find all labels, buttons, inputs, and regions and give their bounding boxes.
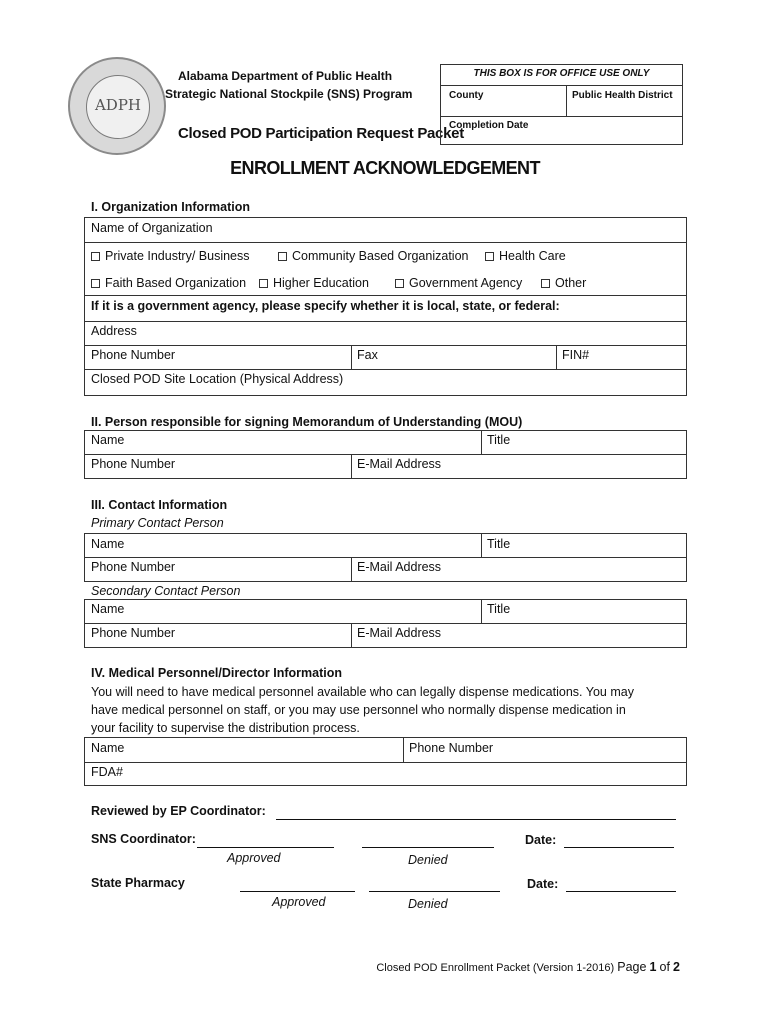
secondary-contact-table: [84, 599, 687, 648]
mou-name-field[interactable]: Name: [91, 433, 125, 447]
option-label: Health Care: [499, 249, 566, 263]
checkbox-icon[interactable]: [91, 252, 100, 261]
col-divider: [351, 454, 352, 478]
section-2-heading: II. Person responsible for signing Memorandum of Understanding (MOU): [91, 415, 523, 429]
row-divider: [85, 557, 686, 558]
mou-title-field[interactable]: Title: [487, 433, 511, 447]
medical-info-line-1: You will need to have medical personnel available who can legally dispense medications. You may: [91, 685, 634, 699]
office-box-divider: [441, 116, 682, 117]
checkbox-icon[interactable]: [91, 279, 100, 288]
sns-approved-label: Approved: [227, 851, 281, 865]
col-divider: [481, 600, 482, 623]
option-other[interactable]: [541, 276, 586, 290]
sns-coordinator-label: SNS Coordinator:: [91, 832, 196, 846]
col-divider: [403, 738, 404, 762]
packet-title: Closed POD Participation Request Packet: [178, 125, 464, 142]
secondary-email-field[interactable]: E-Mail Address: [357, 626, 442, 640]
fax-field[interactable]: Fax: [357, 348, 378, 362]
sns-denied-line[interactable]: [362, 847, 494, 848]
state-pharmacy-label: State Pharmacy: [91, 876, 185, 890]
sns-denied-label: Denied: [408, 853, 448, 867]
site-location-field[interactable]: Closed POD Site Location (Physical Address): [91, 372, 344, 386]
medical-info-line-3: your facility to supervise the distribution process.: [91, 721, 360, 735]
gov-agency-note[interactable]: If it is a government agency, please specify whether it is local, state, or federal:: [91, 299, 560, 313]
pharmacy-approved-label: Approved: [272, 895, 326, 909]
primary-name-field[interactable]: Name: [91, 537, 125, 551]
checkbox-icon[interactable]: [278, 252, 287, 261]
option-higher-education[interactable]: [259, 276, 369, 290]
reviewed-by-label: Reviewed by EP Coordinator:: [91, 804, 266, 818]
option-label: Higher Education: [273, 276, 369, 290]
footer-page-num: 1: [649, 960, 657, 974]
footer-page-word: Page: [617, 960, 647, 974]
office-box-title: THIS BOX IS FOR OFFICE USE ONLY: [473, 68, 650, 79]
row-divider: [85, 369, 686, 370]
col-divider: [351, 345, 352, 369]
dept-name: Alabama Department of Public Health: [178, 69, 393, 83]
adph-seal-logo: [68, 57, 166, 155]
col-divider: [556, 345, 557, 369]
seal-text: ADPH: [94, 96, 142, 114]
org-info-table: [84, 217, 687, 396]
option-label: Community Based Organization: [292, 249, 469, 263]
row-divider: [85, 345, 686, 346]
row-divider: [85, 623, 686, 624]
page-footer: [376, 960, 680, 974]
col-divider: [351, 557, 352, 581]
pharmacy-denied-label: Denied: [408, 897, 448, 911]
pharmacy-date-line[interactable]: [566, 891, 676, 892]
option-community-based[interactable]: [278, 249, 468, 263]
secondary-title-field[interactable]: Title: [487, 602, 511, 616]
pharmacy-denied-line[interactable]: [369, 891, 500, 892]
col-divider: [481, 431, 482, 454]
office-box-divider: [441, 85, 682, 86]
mou-email-field[interactable]: E-Mail Address: [357, 457, 442, 471]
address-field[interactable]: Address: [91, 324, 137, 338]
program-name: Strategic National Stockpile (SNS) Program: [165, 87, 413, 101]
medical-personnel-table: [84, 737, 687, 786]
mou-table: [84, 430, 687, 479]
checkbox-icon[interactable]: [259, 279, 268, 288]
row-divider: [85, 295, 686, 296]
reviewed-by-signature-line[interactable]: [276, 819, 676, 820]
phone-field[interactable]: Phone Number: [91, 348, 176, 362]
checkbox-icon[interactable]: [541, 279, 550, 288]
option-label: Government Agency: [409, 276, 523, 290]
option-label: Private Industry/ Business: [105, 249, 250, 263]
secondary-contact-label: Secondary Contact Person: [91, 584, 241, 598]
sns-approved-line[interactable]: [197, 847, 334, 848]
secondary-name-field[interactable]: Name: [91, 602, 125, 616]
medical-info-line-2: have medical personnel on staff, or you may use personnel who normally dispense medication in: [91, 703, 626, 717]
office-box-vdivider: [566, 85, 567, 116]
option-health-care[interactable]: [485, 249, 566, 263]
district-field[interactable]: Public Health District: [572, 90, 673, 101]
pharmacy-date-label: Date:: [527, 877, 559, 891]
row-divider: [85, 321, 686, 322]
row-divider: [85, 762, 686, 763]
section-1-heading: I. Organization Information: [91, 200, 251, 214]
fda-field[interactable]: FDA#: [91, 765, 123, 779]
footer-of-word: of: [659, 960, 670, 974]
org-name-field[interactable]: Name of Organization: [91, 221, 213, 235]
section-3-heading: III. Contact Information: [91, 498, 228, 512]
checkbox-icon[interactable]: [395, 279, 404, 288]
sns-date-line[interactable]: [564, 847, 674, 848]
option-label: Faith Based Organization: [105, 276, 247, 290]
primary-title-field[interactable]: Title: [487, 537, 511, 551]
medical-name-field[interactable]: Name: [91, 741, 125, 755]
row-divider: [85, 454, 686, 455]
col-divider: [481, 534, 482, 557]
primary-contact-label: Primary Contact Person: [91, 516, 224, 530]
option-faith-based[interactable]: [91, 276, 246, 290]
primary-contact-table: [84, 533, 687, 582]
footer-text: Closed POD Enrollment Packet (Version 1-2016): [376, 962, 615, 974]
checkbox-icon[interactable]: [485, 252, 494, 261]
section-4-heading: IV. Medical Personnel/Director Information: [91, 666, 342, 680]
medical-phone-field[interactable]: Phone Number: [409, 741, 494, 755]
col-divider: [351, 623, 352, 647]
option-label: Other: [555, 276, 587, 290]
row-divider: [85, 242, 686, 243]
page-title: ENROLLMENT ACKNOWLEDGEMENT: [230, 158, 540, 178]
sns-date-label: Date:: [525, 833, 557, 847]
option-government-agency[interactable]: [395, 276, 522, 290]
fin-field[interactable]: FIN#: [562, 348, 590, 362]
option-private-industry[interactable]: [91, 249, 250, 263]
completion-date-field[interactable]: Completion Date: [449, 120, 529, 131]
secondary-phone-field[interactable]: Phone Number: [91, 626, 176, 640]
pharmacy-approved-line[interactable]: [240, 891, 355, 892]
primary-phone-field[interactable]: Phone Number: [91, 560, 176, 574]
office-use-box: [440, 64, 683, 145]
footer-page-total: 2: [673, 960, 680, 974]
primary-email-field[interactable]: E-Mail Address: [357, 560, 442, 574]
county-field[interactable]: County: [449, 90, 484, 101]
seal-inner-ring: [86, 75, 150, 139]
mou-phone-field[interactable]: Phone Number: [91, 457, 176, 471]
